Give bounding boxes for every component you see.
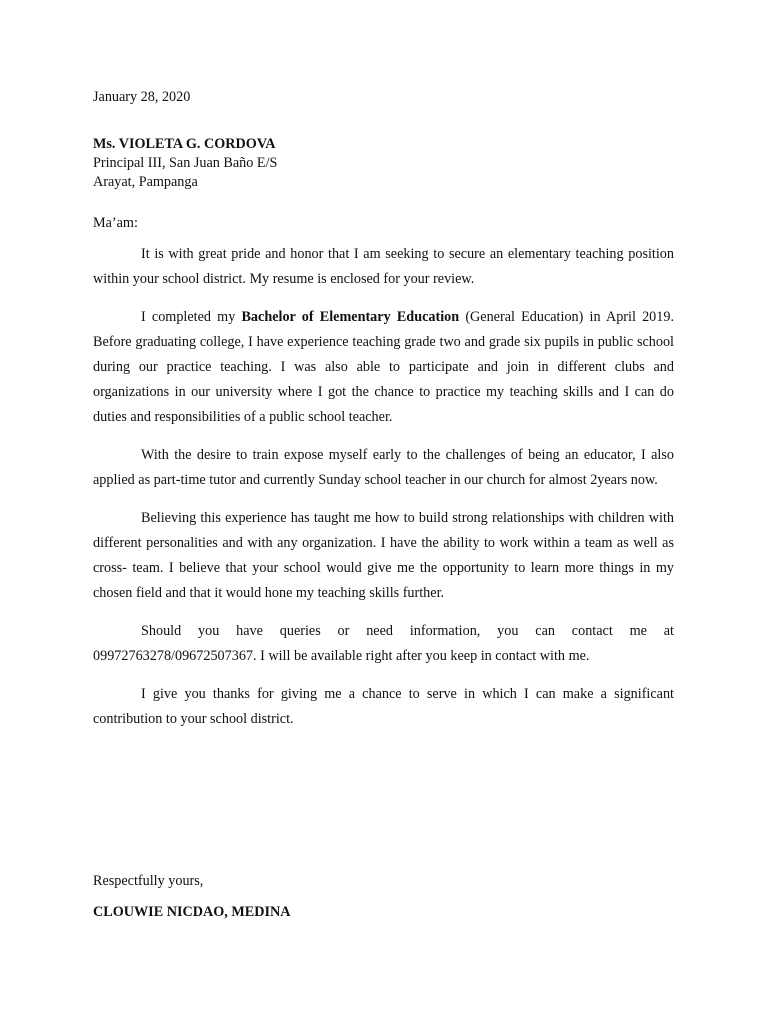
paragraph-intro: It is with great pride and honor that I am seeking to secure an elementary teaching position within your school district. My resume is enclosed for your review. — [93, 246, 674, 287]
paragraph-contact: Should you have queries or need information, you can contact me at 09972763278/09672507367. I will be available right after you keep in contact with me. — [93, 623, 674, 664]
closing-line: Respectfully yours, — [93, 873, 204, 889]
recipient-address: Arayat, Pampanga — [93, 174, 198, 190]
letter-body — [93, 86, 674, 732]
recipient-name: Ms. VIOLETA G. CORDOVA — [93, 136, 276, 152]
letter-date: January 28, 2020 — [93, 89, 191, 105]
recipient-block — [93, 135, 674, 192]
paragraph-skills: Believing this experience has taught me how to build strong relationships with children with different personalities and with any organization. I have the ability to work within a team as well as cross- team. I believe that your school would give me the opportunity to learn more things in my chosen field and that it would hone my teaching skills further. — [93, 510, 674, 601]
salutation: Ma’am: — [93, 215, 138, 231]
paragraph-thanks: I give you thanks for giving me a chance to serve in which I can make a significant contribution to your school district. — [93, 686, 674, 727]
degree-name: Bachelor of Elementary Education — [241, 309, 460, 325]
paragraph-education — [93, 305, 674, 430]
paragraph-education-rest: (General Education) in April 2019. Before graduating college, I have experience teaching grade two and grade six pupils in public school during our practice teaching. I was also able to participate and join in different clubs and organizations in our university where I got the chance to practice my teaching skills and I can do duties and responsibilities of a public school teacher. — [93, 309, 674, 425]
paragraph-experience: With the desire to train expose myself early to the challenges of being an educator, I also applied as part-time tutor and currently Sunday school teacher in our church for almost 2years now. — [93, 447, 674, 488]
recipient-title: Principal III, San Juan Baño E/S — [93, 155, 278, 171]
signature-name: CLOUWIE NICDAO, MEDINA — [93, 904, 291, 920]
paragraph-education-lead: I completed my — [141, 309, 242, 325]
